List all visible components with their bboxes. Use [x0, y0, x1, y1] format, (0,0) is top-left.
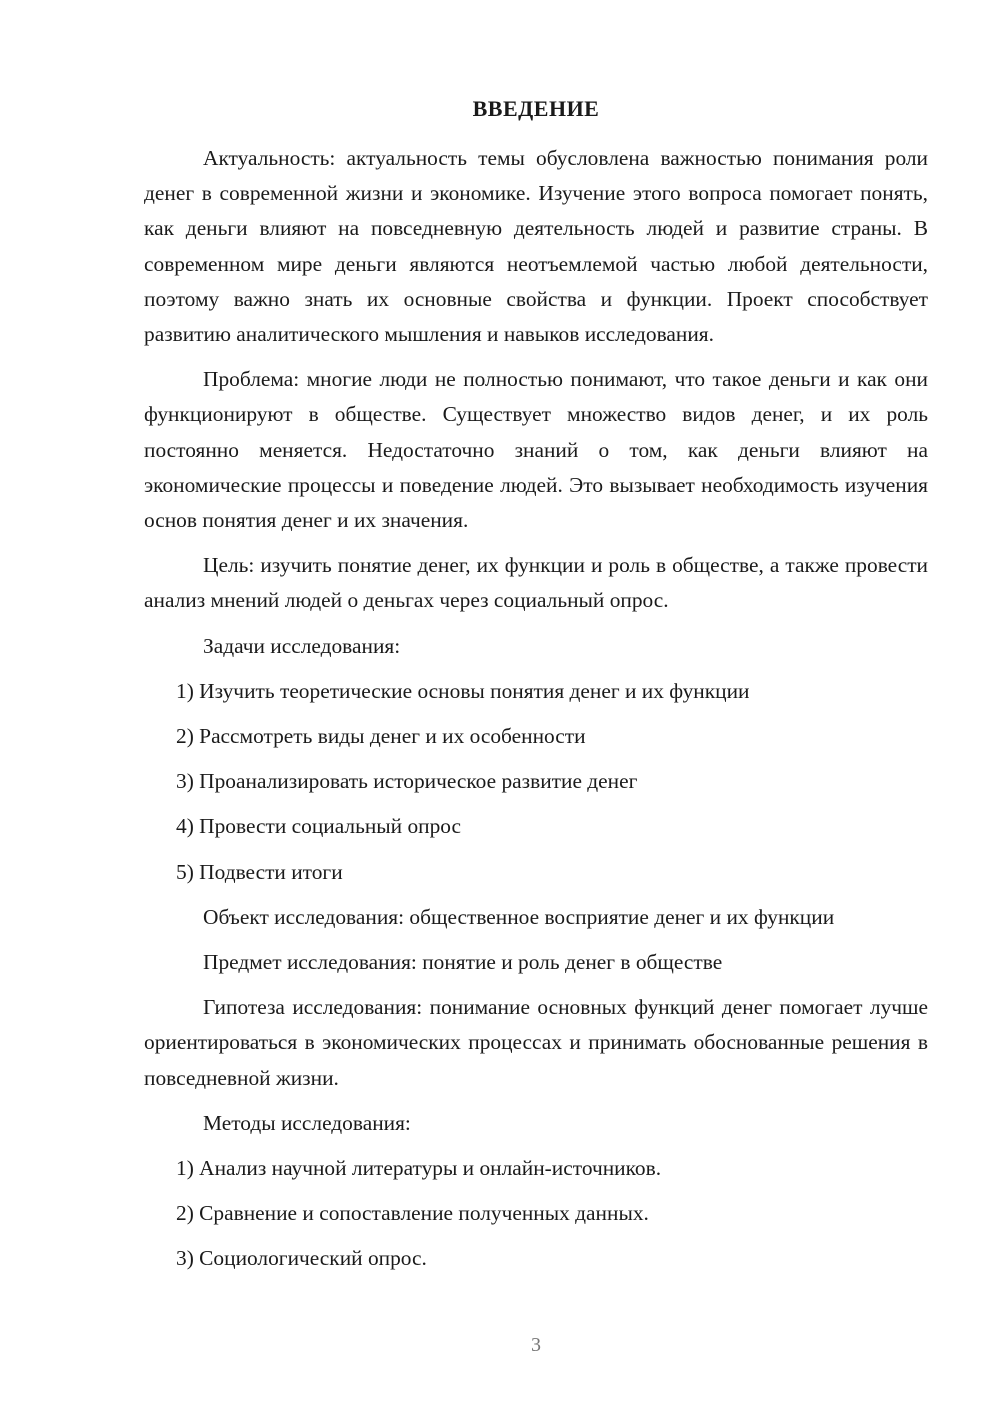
list-item: 3) Проанализировать историческое развитие денег	[176, 769, 638, 794]
list-item: 1) Анализ научной литературы и онлайн-источников.	[176, 1156, 662, 1181]
hypothesis-paragraph: Гипотеза исследования: понимание основных функций денег помогает лучше ориентироваться в экономических процессах и принимать обоснованные решения в повседневной жизни.	[144, 995, 928, 1090]
page-title: ВВЕДЕНИЕ	[472, 96, 600, 121]
goal-paragraph: Цель: изучить понятие денег, их функции и роль в обществе, а также провести анализ мнений людей о деньгах через социальный опрос.	[144, 553, 928, 613]
list-item: 1) Изучить теоретические основы понятия денег и их функции	[176, 678, 750, 703]
methods-heading: Методы исследования:	[203, 1110, 411, 1135]
relevance-paragraph: Актуальность: актуальность темы обусловлена важностью понимания роли денег в современной жизни и экономике. Изучение этого вопроса помогает понять, как деньги влияют на повседневную деятельность людей и развитие страны. В современном мире деньги являются неотъемлемой частью любой деятельности, поэтому важно знать их основные свойства и функции. Проект способствует развитию аналитического мышления и навыков исследования.	[144, 146, 928, 347]
document-body	[144, 141, 928, 1287]
list-item: 3) Социологический опрос.	[176, 1246, 427, 1271]
methods-list	[144, 1151, 928, 1277]
list-item: 4) Провести социальный опрос	[176, 814, 462, 839]
tasks-heading: Задачи исследования:	[203, 633, 401, 658]
problem-paragraph: Проблема: многие люди не полностью понимают, что такое деньги и как они функционируют в обществе. Существует множество видов денег, и их роль постоянно меняется. Недостаточно знаний о том, как деньги влияют на экономические процессы и поведение людей. Это вызывает необходимость изучения основ понятия денег и их значения.	[144, 367, 928, 533]
tasks-list	[144, 674, 928, 890]
list-item: 2) Сравнение и сопоставление полученных данных.	[176, 1201, 649, 1226]
list-item: 2) Рассмотреть виды денег и их особенности	[176, 724, 586, 749]
list-item: 5) Подвести итоги	[176, 859, 343, 884]
subject-line: Предмет исследования: понятие и роль денег в обществе	[203, 950, 723, 975]
object-line: Объект исследования: общественное восприятие денег и их функции	[203, 904, 835, 929]
page-number: 3	[531, 1334, 541, 1356]
